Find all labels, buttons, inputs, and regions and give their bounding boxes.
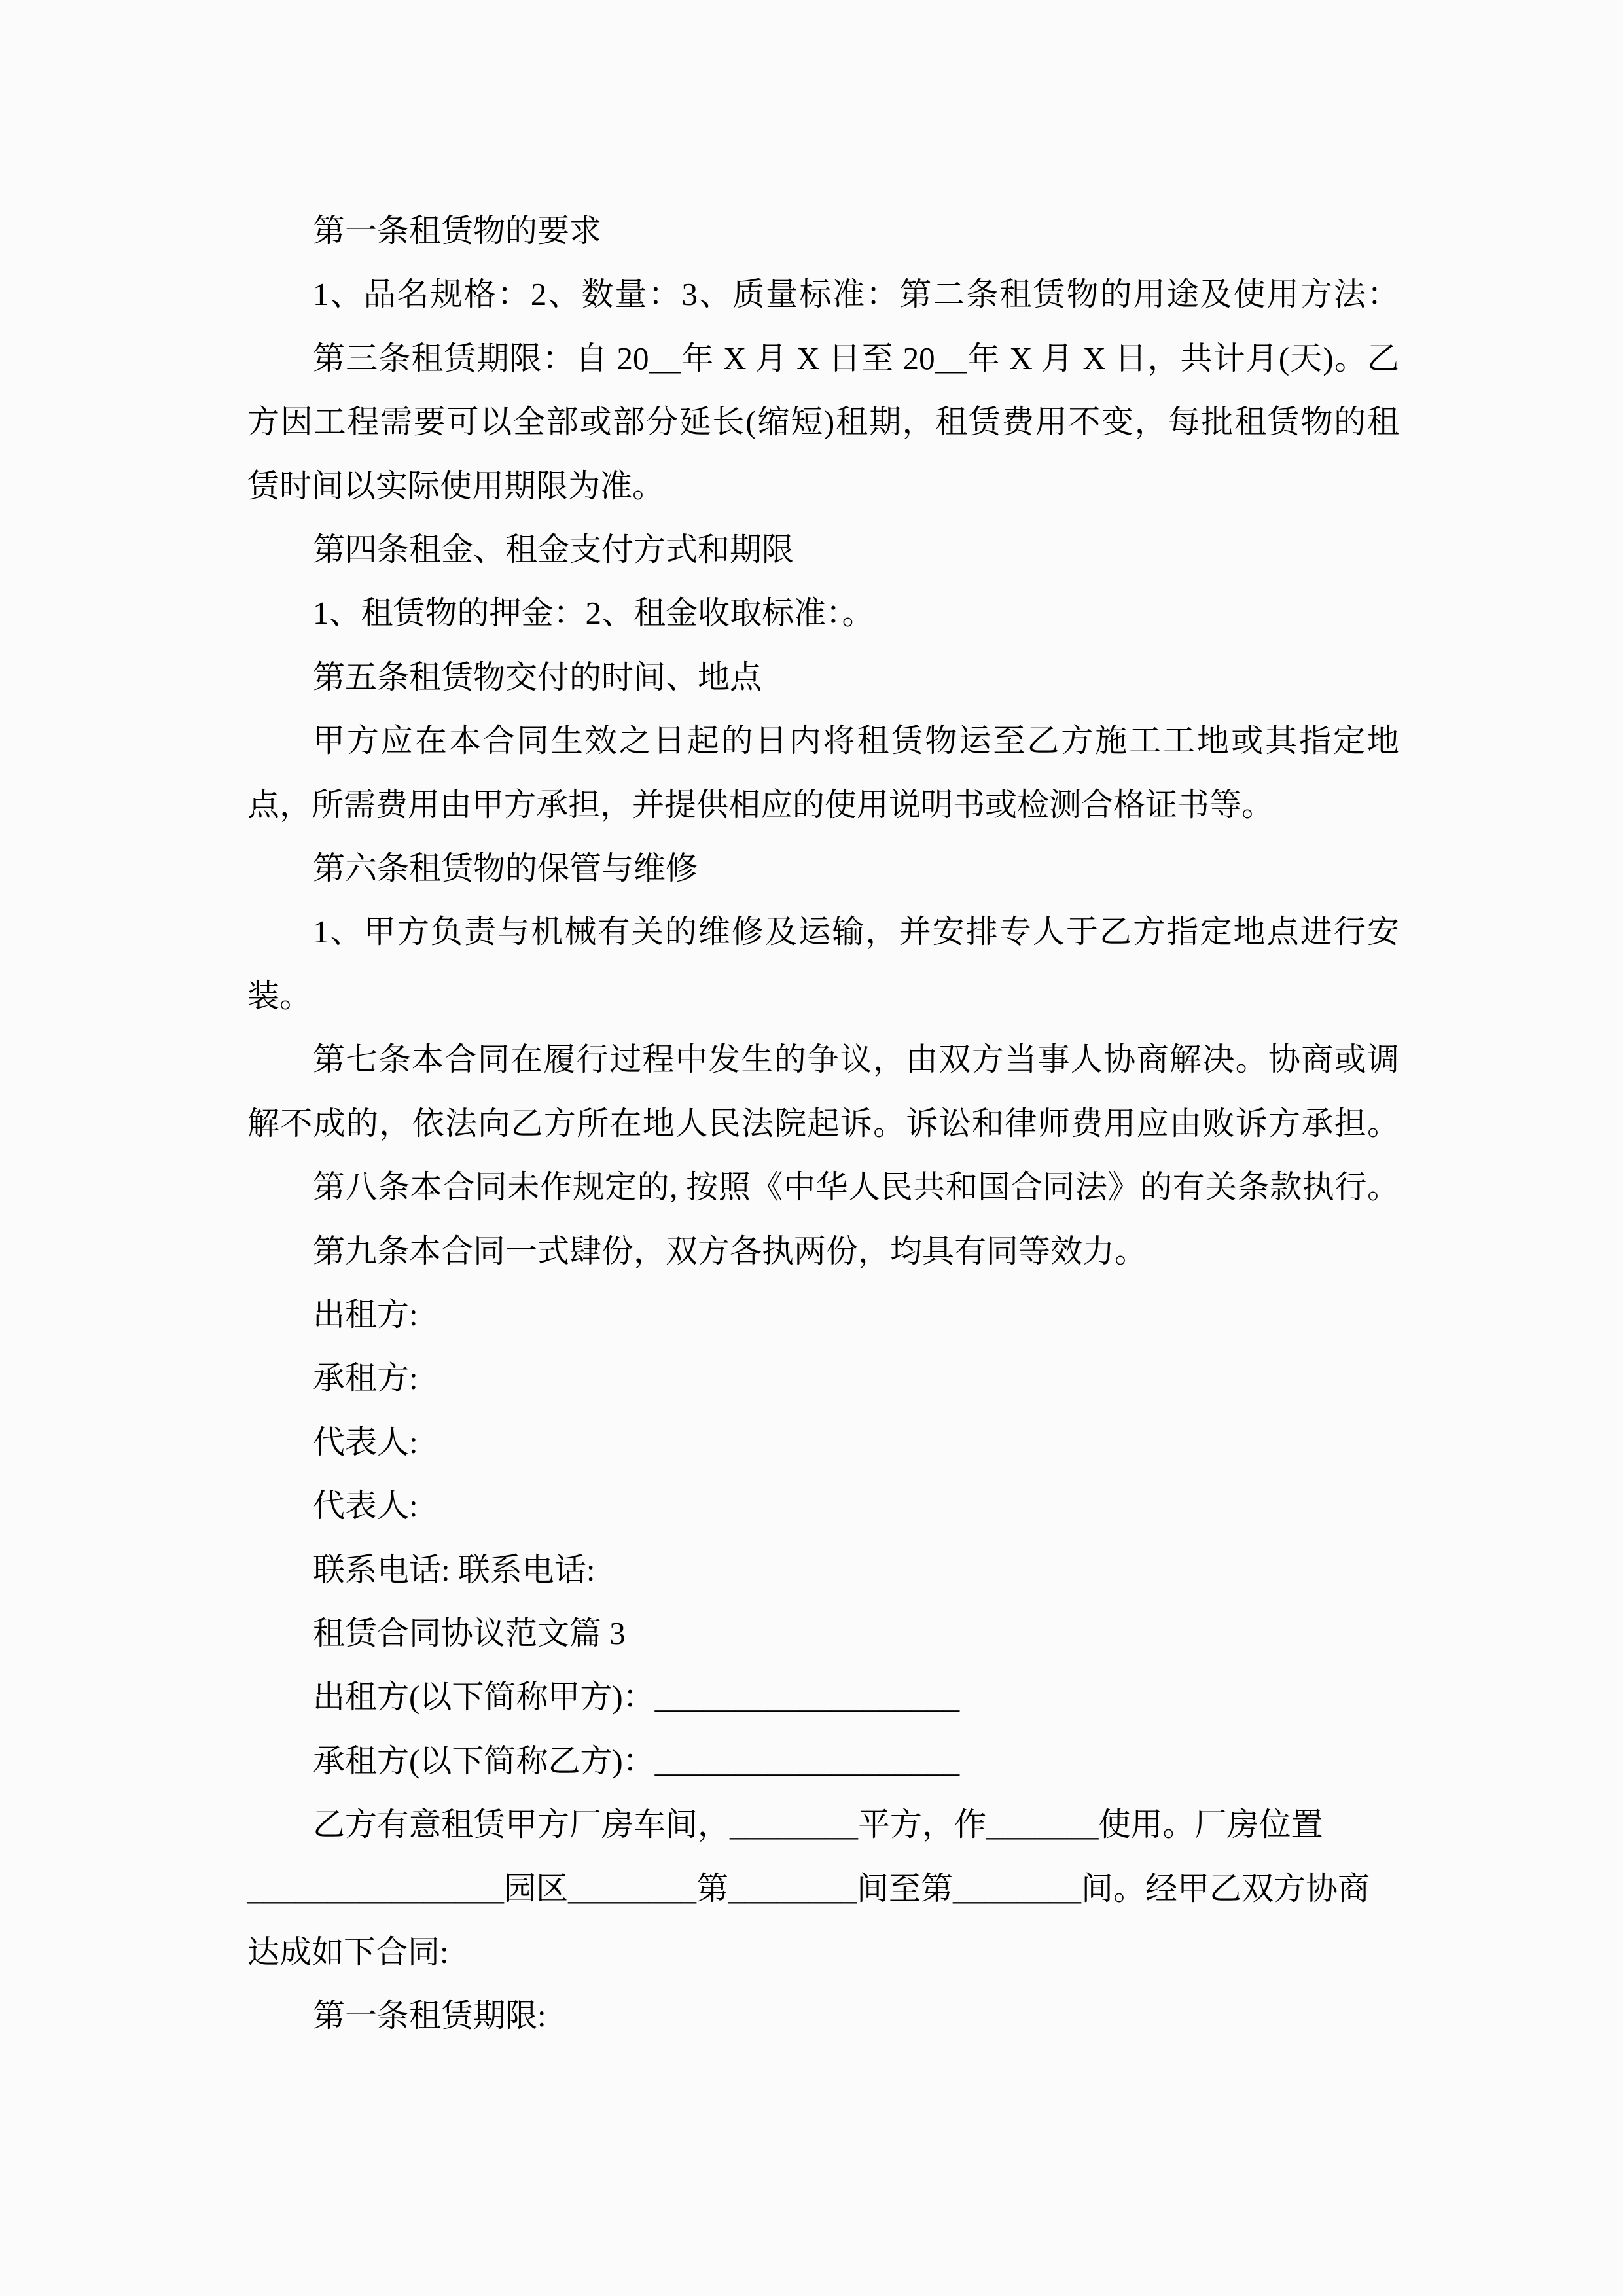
text-line-26: 乙方有意租赁甲方厂房车间，________平方，作_______使用。厂房位置 xyxy=(313,1806,1323,1843)
text-line-20: 代表人: xyxy=(313,1424,418,1460)
text-line-9: 甲方应在本合同生效之日起的日内将租赁物运至乙方施工工地或其指定地 xyxy=(313,723,1399,759)
text-line-25: 承租方(以下简称乙方)：___________________ xyxy=(313,1742,960,1779)
text-line-19: 承租方: xyxy=(313,1360,418,1397)
text-line-10: 点，所需费用由甲方承担，并提供相应的使用说明书或检测合格证书等。 xyxy=(247,786,1274,823)
text-line-7: 1、租赁物的押金：2、租金收取标准：。 xyxy=(313,595,874,632)
text-line-6: 第四条租金、租金支付方式和期限 xyxy=(313,531,794,568)
text-line-12: 1、甲方负责与机械有关的维修及运输，并安排专人于乙方指定地点进行安 xyxy=(313,914,1399,950)
text-line-14: 第七条本合同在履行过程中发生的争议，由双方当事人协商解决。协商或调 xyxy=(313,1041,1399,1078)
text-line-15: 解不成的，依法向乙方所在地人民法院起诉。诉讼和律师费用应由败诉方承担。 xyxy=(247,1105,1399,1141)
text-line-28: 达成如下合同: xyxy=(247,1933,449,1970)
text-line-29: 第一条租赁期限: xyxy=(313,1998,546,2034)
text-line-1: 第一条租赁物的要求 xyxy=(313,213,602,249)
text-line-23: 租赁合同协议范文篇 3 xyxy=(313,1615,626,1651)
text-line-18: 出租方: xyxy=(313,1296,418,1333)
text-line-11: 第六条租赁物的保管与维修 xyxy=(313,850,698,887)
text-line-16: 第八条本合同未作规定的, 按照《中华人民共和国合同法》的有关条款执行。 xyxy=(313,1169,1399,1206)
text-line-3: 第三条租赁期限：自 20__年 X 月 X 日至 20__年 X 月 X 日，共计月(天)。乙 xyxy=(313,340,1399,376)
text-line-8: 第五条租赁物交付的时间、地点 xyxy=(313,658,762,695)
text-line-5: 赁时间以实际使用期限为准。 xyxy=(247,467,665,504)
contract-page-text xyxy=(247,0,1399,2048)
text-line-2: 1、品名规格：2、数量：3、质量标准：第二条租赁物的用途及使用方法： xyxy=(313,276,1399,313)
text-line-17: 第九条本合同一式肆份，双方各执两份，均具有同等效力。 xyxy=(313,1232,1147,1269)
text-line-13: 装。 xyxy=(247,977,312,1014)
text-line-4: 方因工程需要可以全部或部分延长(缩短)租期，租赁费用不变，每批租赁物的租 xyxy=(247,404,1399,440)
text-line-22: 联系电话: 联系电话: xyxy=(313,1551,596,1588)
text-line-27: ________________园区________第________间至第________间。经甲乙双方协商 xyxy=(247,1870,1370,1907)
text-line-24: 出租方(以下简称甲方)：___________________ xyxy=(313,1679,960,1715)
text-line-21: 代表人: xyxy=(313,1488,418,1524)
